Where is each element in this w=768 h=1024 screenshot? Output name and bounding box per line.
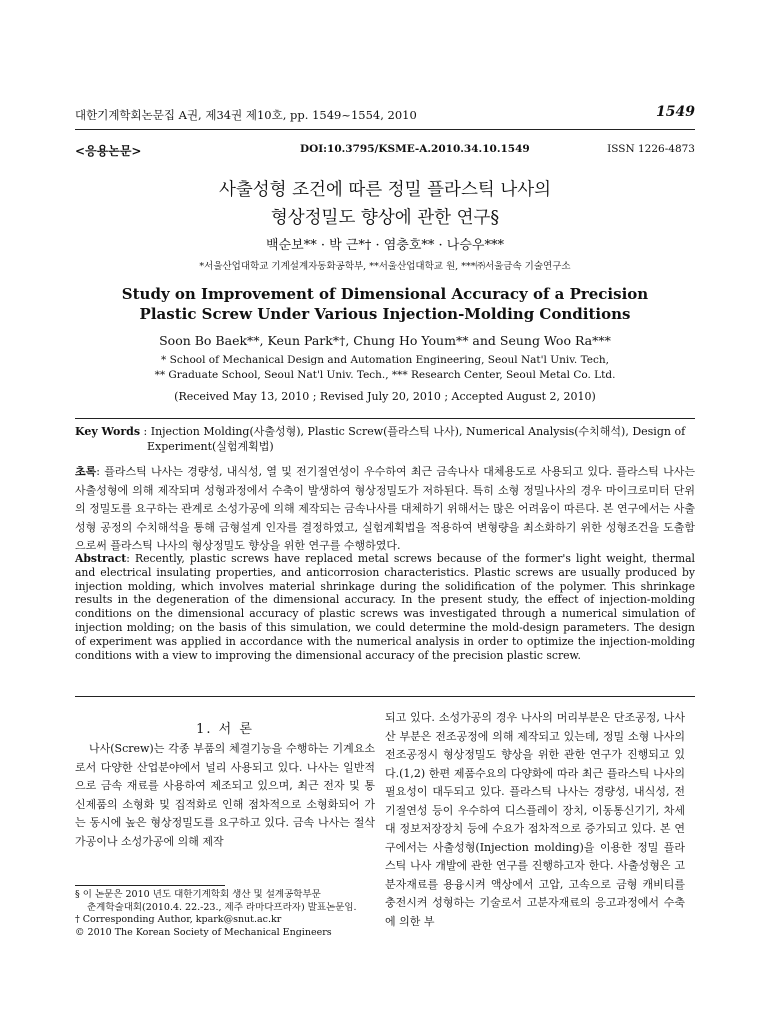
keywords-label: Key Words: [75, 425, 141, 438]
received-dates: (Received May 13, 2010 ; Revised July 20, 2010 ; Accepted August 2, 2010): [174, 390, 596, 403]
paper-category: <응용논문>: [75, 144, 142, 158]
korean-authors: 백순보** · 박 근*† · 염충호** · 나승우***: [266, 238, 504, 253]
header-rule: [75, 129, 695, 130]
english-affiliation-line2: ** Graduate School, Seoul Nat'l Univ. Tech., *** Research Center, Seoul Metal Co. Ltd.: [154, 369, 616, 381]
english-affiliation-line1: * School of Mechanical Design and Automation Engineering, Seoul Nat'l Univ. Tech,: [161, 354, 609, 366]
intro-right-text: 되고 있다. 소성가공의 경우 나사의 머리부분은 단조공정, 나사산 부분은 전조공정에 의해 제작되고 있는데, 정밀 소형 나사의 전조공정시 형상정밀도 향상을 위한 관한 연구가 진행되고 있다.(1,2) 한편 제품수요의 다양화에 따라 최근 플라스틱 나사의 필요성이 대두되고 있다. 플라스틱 나사는 경량성, 내식성, 전기절연성 등이 우수하여 디스플레이 장치, 이동통신기기, 차세대 정보저장장치 등에 수요가 점차적으로 증가되고 있다. 본 연구에서는 사출성형(Injection molding)을 이용한 정밀 플라스틱 나사 개발에 관한 연구를 진행하고자 한다. 사출성형은 고분자재료를 용융시켜 액상에서 고압, 고속으로 금형 캐비티를 충전시켜 성형하는 기술로서 고분자재료의 응고과정에서 수축에 의한 부: [385, 711, 685, 928]
running-head: 대한기계학회논문집 A권, 제34권 제10호, pp. 1549~1554, 2010: [75, 108, 417, 122]
keywords-top-rule: [75, 418, 695, 419]
keywords-line2: Experiment(실험계획법): [147, 440, 274, 453]
english-title: [75, 284, 695, 324]
korean-title-line1: 사출성형 조건에 따른 정밀 플라스틱 나사의: [218, 180, 552, 200]
keywords: [75, 424, 695, 454]
intro-left-text: 나사(Screw)는 각종 부품의 체결기능을 수행하는 기계요소로서 다양한 산업분야에서 널리 사용되고 있다. 나사는 일반적으로 금속 재료를 사용하여 제조되고 있으며, 최근 전자 및 통신제품의 소형화 및 집적화로 인해 점차적으로 소형화되어 가는 동시에 높은 형상정밀도를 요구하고 있다. 금속 나사는 절삭가공이나 소성가공에 의해 제작: [75, 742, 375, 848]
english-abstract-label: Abstract: [75, 552, 127, 565]
footnote-line4: © 2010 The Korean Society of Mechanical Engineers: [75, 926, 332, 938]
english-affiliation: [75, 353, 695, 383]
korean-abstract-text: : 플라스틱 나사는 경량성, 내식성, 열 및 전기절연성이 우수하여 최근 금속나사 대체용도로 사용되고 있다. 플라스틱 나사는 사출성형에 의해 제작되며 성형과정에서 수축이 발생하여 형상정밀도가 저하된다. 특히 소형 정밀나사의 경우 마이크로미터 단위의 정밀도를 요구하는 관계로 소성가공에 의해 제작되는 금속나사를 대체하기 위해서는 많은 어려움이 따른다. 본 연구에서는 사출성형 공정의 수치해석을 통해 금형설계 인자를 결정하였고, 실험계획법을 적용하여 변형량을 최소화하기 위한 성형조건을 도출함으로써 플라스틱 나사의 형상정밀도 향상을 위한 연구를 수행하였다.: [75, 465, 695, 553]
english-abstract: [75, 552, 695, 662]
issn: ISSN 1226-4873: [607, 143, 695, 155]
page-number: 1549: [656, 104, 695, 120]
english-abstract-text: : Recently, plastic screws have replaced metal screws because of the former's light weight, thermal and electrical insulating properties, and anticorrosion characteristics. Plastic screws are usually produced by injection molding, which involves material shrinkage during the solidification of the polymer. This shrinkage results in the degeneration of the dimensional accuracy. In the present study, the effect of injection-molding conditions on the dimensional accuracy of plastic screws was investigated through a numerical simulation of injection molding; on the basis of this simulation, we could determine the mold-design parameters. The design of experiment was applied in accordance with the numerical analysis in order to optimize the injection-molding conditions with a view to improving the dimensional accuracy of the precision plastic screw.: [75, 552, 695, 662]
english-title-line1: Study on Improvement of Dimensional Accuracy of a Precision: [121, 285, 649, 303]
footnote-line1: § 이 논문은 2010 년도 대한기계학회 생산 및 설계공학부문: [75, 889, 321, 900]
doi: DOI:10.3795/KSME-A.2010.34.10.1549: [300, 143, 530, 155]
footnote-line2: 춘계학술대회(2010.4. 22.-23., 제주 라마다프라자) 발표논문임.: [87, 901, 357, 913]
right-column: [385, 709, 685, 931]
korean-affiliation: *서울산업대학교 기계설계자동화공학부, **서울산업대학교 원, ***㈜서울금속 기술연구소: [199, 261, 571, 272]
footnote-rule: [75, 885, 225, 886]
korean-abstract-label: 초록: [75, 465, 97, 478]
abstract-bottom-rule: [75, 696, 695, 697]
korean-title-line2: 형상정밀도 향상에 관한 연구§: [270, 208, 500, 228]
section-heading: 1. 서 론: [196, 722, 254, 737]
korean-abstract: [75, 463, 695, 556]
footnotes: [75, 889, 380, 939]
english-authors: Soon Bo Baek**, Keun Park*†, Chung Ho Youm** and Seung Woo Ra***: [159, 333, 611, 348]
keywords-line1: : Injection Molding(사출성형), Plastic Screw(플라스틱 나사), Numerical Analysis(수치해석), Design of: [143, 425, 686, 438]
english-title-line2: Plastic Screw Under Various Injection-Molding Conditions: [139, 305, 631, 323]
korean-title: [75, 176, 695, 232]
left-column: [75, 740, 375, 851]
footnote-line3: † Corresponding Author, kpark@snut.ac.kr: [75, 914, 282, 925]
